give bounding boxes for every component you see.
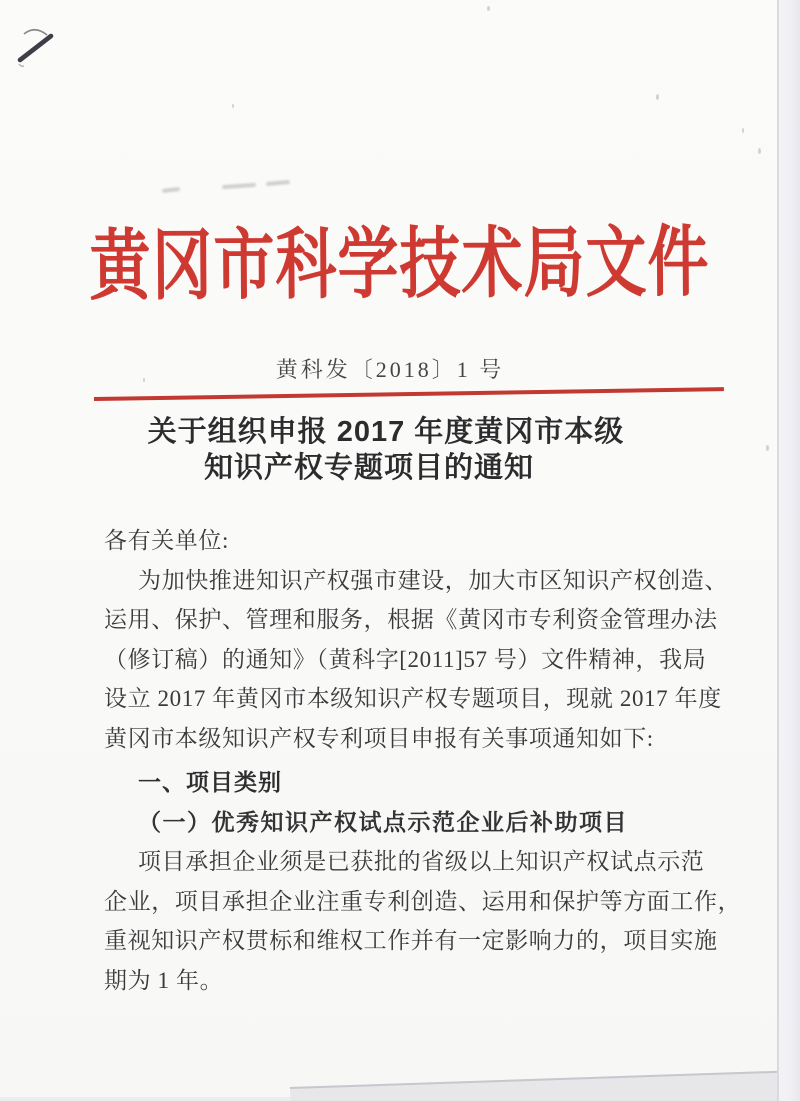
subsection-heading: （一）优秀知识产权试点示范企业后补助项目	[138, 809, 628, 835]
document-body	[104, 521, 742, 1000]
section-heading: 一、项目类别	[138, 769, 282, 795]
paragraph-line: 设立 2017 年黄冈市本级知识产权专题项目，现就 2017 年度	[104, 686, 722, 711]
paragraph-line: （修订稿）的通知》（黄科字[2011]57 号）文件精神，我局	[104, 646, 707, 672]
handwritten-pen-mark	[14, 24, 74, 72]
scan-speck	[742, 128, 744, 133]
agency-letterhead-title: 黄冈市科学技术局文件	[89, 221, 710, 311]
paragraph-line: 期为 1 年。	[104, 967, 224, 993]
scan-speck	[232, 104, 234, 108]
scan-speck	[656, 94, 659, 100]
paragraph-line: 为加快推进知识产权强市建设，加大市区知识产权创造、	[138, 567, 728, 593]
ink-smudge	[222, 183, 256, 189]
page-right-edge-shadow	[777, 0, 800, 1101]
paragraph-line: 项目承担企业须是已获批的省级以上知识产权试点示范	[138, 849, 705, 874]
paragraph-line: 重视知识产权贯标和维权工作并有一定影响力的，项目实施	[104, 928, 718, 953]
scan-speck	[758, 148, 761, 154]
notice-title-line-1: 关于组织申报 2017 年度黄冈市本级	[147, 416, 625, 448]
page-corner-shadow	[290, 1066, 800, 1101]
paragraph-line: 企业，项目承担企业注重专利创造、运用和保护等方面工作，	[104, 888, 742, 914]
salutation: 各有关单位:	[104, 528, 229, 553]
scan-speck	[487, 6, 490, 11]
red-divider-line	[94, 387, 724, 401]
ink-smudge	[266, 180, 290, 186]
paragraph-line: 运用、保护、管理和服务，根据《黄冈市专利资金管理办法	[104, 607, 718, 632]
ink-smudge	[162, 187, 180, 193]
notice-title	[0, 414, 772, 486]
page-bottom-edge-shadow	[0, 1097, 330, 1101]
document-number: 黄科发〔2018〕1 号	[275, 357, 505, 382]
paragraph-line: 黄冈市本级知识产权专利项目申报有关事项通知如下:	[104, 725, 654, 751]
notice-title-line-2: 知识产权专题项目的通知	[203, 452, 534, 484]
